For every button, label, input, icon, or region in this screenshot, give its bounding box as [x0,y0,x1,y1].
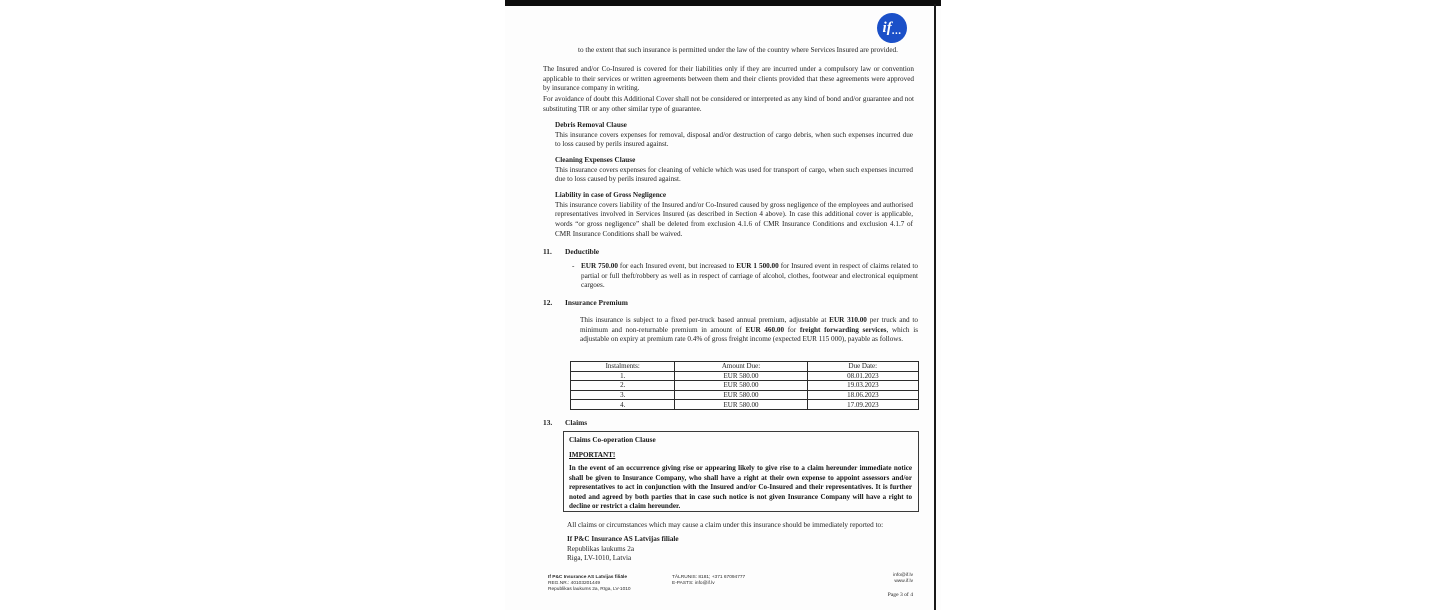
claims-address-block [567,535,817,564]
section-13-title: Claims [565,418,588,427]
col-header-amount-due: Amount Due: [675,362,807,372]
claims-cooperation-box [563,431,919,512]
table-row [571,400,919,410]
section-13-number: 13. [543,418,553,427]
clause-gross-negligence [555,191,913,240]
clause-title: Debris Removal Clause [555,121,627,129]
col-header-instalments: Instalments: [571,362,675,372]
logo-dots: ... [891,24,902,37]
table-row [571,381,919,391]
intro-paragraph-2: The Insured and/or Co-Insured is covered for their liabilities only if they are incurred under a compulsory law or convention applicable to their services or written agreements between them and their clients provided that these agreements were approved by insurance company in writing. [543,65,914,93]
claims-box-title: Claims Co-operation Clause [569,436,656,444]
section-11-title: Deductible [565,247,600,256]
document-page [505,0,941,610]
section-12-title: Insurance Premium [565,298,628,307]
cell-date: 19.03.2023 [807,381,918,391]
footer-web-url: www.if.lv [894,579,913,585]
cell-date: 08.01.2023 [807,371,918,381]
cell-instalment: 2. [571,381,675,391]
intro-paragraph-3: For avoidance of doubt this Additional Cover shall not be considered or interpreted as any kind of bond and/or guarantee and not substituting TIR or any other similar type of guarantee. [543,95,914,113]
cell-amount: EUR 580.00 [675,400,807,410]
scan-top-edge [505,0,941,6]
address-company-name: If P&C Insurance AS Latvijas filiale [567,535,679,543]
section-12-number: 12. [543,298,553,307]
intro-paragraph-1: to the extent that such insurance is permitted under the law of the country where Services Insured are provided. [578,46,898,54]
footer-web-email: info@if.lv [893,573,913,578]
clause-title: Cleaning Expenses Clause [555,156,636,164]
cell-instalment: 3. [571,390,675,400]
premium-paragraph: This insurance is subject to a fixed per-truck based annual premium, adjustable at EUR 310.00 per truck and to minimum and non-returnable premium in amount of EUR 460.00 for freight forwarding services, which is adjustable on expiry at premium rate 0.4% of gross freight income (expected EUR 115 000), payable as follows. [580,316,919,344]
deductible-bullet-text: EUR 750.00 for each Insured event, but increased to EUR 1 500.00 for Insured event in respect of claims related to partial or full theft/robbery as well as in respect of carriage of alcohol, clothes, footwear and electronical equipment cargoes. [581,262,918,290]
address-street: Republikas laukums 2a [567,544,635,553]
claims-box-important: IMPORTANT! [569,451,616,459]
address-city: Riga, LV-1010, Latvia [567,554,632,562]
clause-title: Liability in case of Gross Negligence [555,191,667,199]
scan-right-edge [934,4,936,610]
footer-company-block [548,575,673,593]
cell-amount: EUR 580.00 [675,371,807,381]
cell-date: 17.09.2023 [807,400,918,410]
footer-company: If P&C Insurance AS Latvijas filiāle [548,575,627,580]
footer-contact-block [672,575,792,587]
instalments-table [570,361,919,410]
cell-amount: EUR 580.00 [675,381,807,391]
table-row [571,390,919,400]
clause-body: This insurance covers expenses for removal, disposal and/or destruction of cargo debris, when such expenses incurred due to loss caused by perils insured against. [555,130,913,149]
footer-web-block [835,573,913,585]
claims-report-line: All claims or circumstances which may cause a claim under this insurance should be immediately reported to: [567,521,884,529]
footer-phone: TĀLRUNIS: 8181; +371 67094777 [672,575,746,580]
section-11-number: 11. [543,247,552,256]
clause-body: This insurance covers expenses for cleaning of vehicle which was used for transport of cargo, when such expenses incurred due to loss caused by perils insured against. [555,165,913,184]
cell-instalment: 1. [571,371,675,381]
footer-reg-number: REG.NR.: 40103201449 [548,581,600,587]
table-row [571,371,919,381]
col-header-due-date: Due Date: [807,362,918,372]
cell-amount: EUR 580.00 [675,390,807,400]
footer-email: E-PASTS: info@if.lv [672,581,715,587]
deductible-bullet-marker: - [572,262,575,270]
cell-date: 18.06.2023 [807,390,918,400]
table-header-row [571,362,919,372]
logo-text: if [882,19,892,36]
clause-cleaning-expenses [555,156,913,185]
claims-box-body: In the event of an occurrence giving rise or appearing likely to give rise to a claim hereunder immediate notice shall be given to Insurance Company, who shall have a right at their own expense to appoint assessors and/or representatives to act in conjunction with the Insured and/or Co-Insured and their representatives. It is further noted and agreed by both parties that in case such notice is not given Insurance Company will have a right to decline or restrict a claim hereunder. [569,464,912,511]
clause-debris-removal [555,121,913,150]
cell-instalment: 4. [571,400,675,410]
page-number: Page 3 of 4 [887,592,913,598]
footer-address: Republikas laukums 2a, Rīga, LV-1010 [548,587,631,593]
clause-body: This insurance covers liability of the Insured and/or Co-Insured caused by gross negligence of the employees and authorised representatives involved in Services Insured (as described in Section 4 above). In case this additional cover is applicable, words “or gross negligence” shall be deleted from exclusion 4.1.6 of CMR Insurance Conditions and exclusion 4.1.7 of CMR Insurance Conditions shall be waived. [555,200,913,238]
if-brand-logo-icon [877,13,907,43]
